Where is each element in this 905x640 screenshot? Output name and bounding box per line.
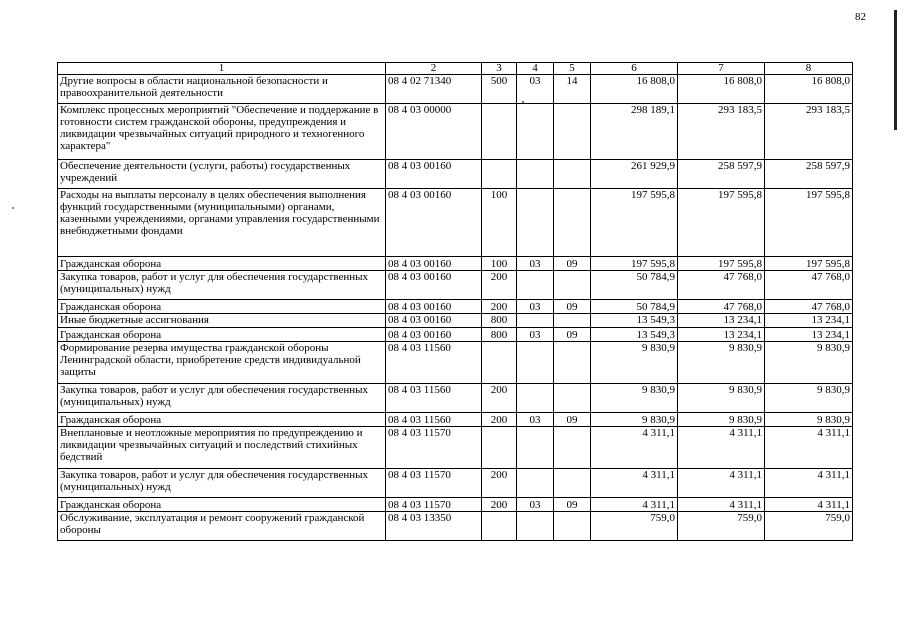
row-value-8: 9 830,9 [765,342,853,384]
row-kvr [482,512,517,541]
row-value-7: 197 595,8 [678,189,765,257]
table-row [58,75,853,104]
row-subsection [554,342,591,384]
row-section: 03 [517,498,554,512]
row-name: Закупка товаров, работ и услуг для обеспечения государственных (муниципальных) нужд [58,384,386,413]
row-name: Гражданская оборона [58,498,386,512]
row-value-6: 16 808,0 [591,75,678,104]
row-value-6: 197 595,8 [591,189,678,257]
row-value-7: 293 183,5 [678,104,765,160]
row-name: Комплекс процессных мероприятий "Обеспечение и поддержание в готовности систем гражданской обороны, предупреждения и ликвидации чрезвычайных ситуаций природного и техногенного характера" [58,104,386,160]
table-row [58,469,853,498]
row-value-8: 4 311,1 [765,469,853,498]
row-value-8: 4 311,1 [765,427,853,469]
row-code: 08 4 03 00160 [386,271,482,300]
row-subsection [554,104,591,160]
col-header-6: 6 [591,63,678,75]
row-name: Обслуживание, эксплуатация и ремонт сооружений гражданской обороны [58,512,386,541]
row-value-8: 4 311,1 [765,498,853,512]
scan-speck [12,207,14,209]
row-value-8: 258 597,9 [765,160,853,189]
row-section [517,342,554,384]
row-value-6: 9 830,9 [591,342,678,384]
row-kvr: 200 [482,498,517,512]
row-section: 03 [517,328,554,342]
row-code: 08 4 02 71340 [386,75,482,104]
row-value-7: 9 830,9 [678,413,765,427]
row-value-6: 50 784,9 [591,300,678,314]
table-row [58,427,853,469]
row-kvr: 200 [482,271,517,300]
col-header-8: 8 [765,63,853,75]
row-subsection [554,384,591,413]
row-subsection [554,512,591,541]
page-number: 82 [855,11,866,23]
row-kvr [482,427,517,469]
row-value-6: 298 189,1 [591,104,678,160]
row-subsection: 09 [554,328,591,342]
row-kvr: 500 [482,75,517,104]
row-code: 08 4 03 11570 [386,427,482,469]
row-value-6: 4 311,1 [591,498,678,512]
row-value-6: 9 830,9 [591,413,678,427]
row-section [517,384,554,413]
row-section [517,512,554,541]
row-value-6: 261 929,9 [591,160,678,189]
row-value-8: 13 234,1 [765,314,853,328]
row-subsection: 14 [554,75,591,104]
table-row [58,271,853,300]
header-row [58,63,853,75]
row-value-8: 47 768,0 [765,300,853,314]
row-name: Иные бюджетные ассигнования [58,314,386,328]
table-row [58,498,853,512]
row-value-7: 47 768,0 [678,271,765,300]
table-row [58,512,853,541]
row-section: 03 [517,75,554,104]
row-kvr [482,104,517,160]
row-value-7: 197 595,8 [678,257,765,271]
row-name: Закупка товаров, работ и услуг для обеспечения государственных (муниципальных) нужд [58,469,386,498]
row-code: 08 4 03 11560 [386,342,482,384]
row-value-7: 258 597,9 [678,160,765,189]
row-value-8: 13 234,1 [765,328,853,342]
row-value-6: 759,0 [591,512,678,541]
row-value-7: 13 234,1 [678,314,765,328]
row-value-8: 197 595,8 [765,189,853,257]
row-code: 08 4 03 00160 [386,300,482,314]
row-section [517,427,554,469]
row-value-7: 4 311,1 [678,427,765,469]
row-subsection [554,469,591,498]
row-name: Гражданская оборона [58,300,386,314]
row-name: Другие вопросы в области национальной безопасности и правоохранительной деятельности [58,75,386,104]
col-header-5: 5 [554,63,591,75]
row-value-7: 13 234,1 [678,328,765,342]
row-kvr: 100 [482,189,517,257]
table-row [58,384,853,413]
row-subsection: 09 [554,413,591,427]
row-kvr [482,342,517,384]
row-value-7: 16 808,0 [678,75,765,104]
row-subsection [554,314,591,328]
row-subsection [554,427,591,469]
row-name: Закупка товаров, работ и услуг для обеспечения государственных (муниципальных) нужд [58,271,386,300]
row-code: 08 4 03 00000 [386,104,482,160]
row-name: Обеспечение деятельности (услуги, работы) государственных учреждений [58,160,386,189]
table-row [58,160,853,189]
row-subsection [554,271,591,300]
row-code: 08 4 03 00160 [386,189,482,257]
row-value-8: 197 595,8 [765,257,853,271]
row-subsection: 09 [554,300,591,314]
row-value-6: 197 595,8 [591,257,678,271]
row-kvr: 100 [482,257,517,271]
row-kvr: 200 [482,384,517,413]
row-code: 08 4 03 00160 [386,328,482,342]
row-name: Внеплановые и неотложные мероприятия по предупреждению и ликвидации чрезвычайных ситуаций и последствий стихийных бедствий [58,427,386,469]
row-section [517,104,554,160]
row-name: Расходы на выплаты персоналу в целях обеспечения выполнения функций государственными (муниципальными) органами, казенными учреждениями, органами управления государственными внебюджетными фондами [58,189,386,257]
row-value-6: 4 311,1 [591,427,678,469]
table-row [58,342,853,384]
col-header-7: 7 [678,63,765,75]
row-section [517,271,554,300]
row-value-6: 4 311,1 [591,469,678,498]
row-value-6: 50 784,9 [591,271,678,300]
row-code: 08 4 03 00160 [386,160,482,189]
row-value-8: 9 830,9 [765,384,853,413]
row-kvr: 800 [482,328,517,342]
row-kvr: 200 [482,413,517,427]
scan-edge-line [894,10,897,130]
row-subsection [554,160,591,189]
row-name: Гражданская оборона [58,413,386,427]
row-code: 08 4 03 11560 [386,384,482,413]
row-value-6: 13 549,3 [591,328,678,342]
row-subsection: 09 [554,498,591,512]
row-value-7: 4 311,1 [678,469,765,498]
row-section [517,469,554,498]
row-section: 03 [517,257,554,271]
row-section [517,160,554,189]
row-value-8: 759,0 [765,512,853,541]
table-row [58,300,853,314]
row-kvr: 200 [482,300,517,314]
row-code: 08 4 03 13350 [386,512,482,541]
row-section: 03 [517,300,554,314]
row-value-6: 13 549,3 [591,314,678,328]
row-value-8: 47 768,0 [765,271,853,300]
row-kvr: 200 [482,469,517,498]
table-row [58,328,853,342]
row-code: 08 4 03 00160 [386,257,482,271]
row-value-8: 293 183,5 [765,104,853,160]
budget-table [57,62,853,541]
row-value-8: 16 808,0 [765,75,853,104]
col-header-2: 2 [386,63,482,75]
row-value-7: 759,0 [678,512,765,541]
table-row [58,257,853,271]
table-row [58,413,853,427]
row-code: 08 4 03 11570 [386,498,482,512]
row-kvr: 800 [482,314,517,328]
row-section [517,314,554,328]
row-name: Формирование резерва имущества гражданской обороны Ленинградской области, приобретение средств индивидуальной защиты [58,342,386,384]
col-header-1: 1 [58,63,386,75]
col-header-4: 4 [517,63,554,75]
row-subsection: 09 [554,257,591,271]
row-section [517,189,554,257]
row-subsection [554,189,591,257]
row-value-8: 9 830,9 [765,413,853,427]
row-value-7: 4 311,1 [678,498,765,512]
row-value-7: 47 768,0 [678,300,765,314]
row-code: 08 4 03 11570 [386,469,482,498]
table-row [58,189,853,257]
col-header-3: 3 [482,63,517,75]
table-row [58,104,853,160]
row-value-7: 9 830,9 [678,342,765,384]
row-name: Гражданская оборона [58,257,386,271]
row-name: Гражданская оборона [58,328,386,342]
row-section: 03 [517,413,554,427]
row-code: 08 4 03 00160 [386,314,482,328]
row-code: 08 4 03 11560 [386,413,482,427]
row-kvr [482,160,517,189]
row-value-6: 9 830,9 [591,384,678,413]
row-value-7: 9 830,9 [678,384,765,413]
table-row [58,314,853,328]
